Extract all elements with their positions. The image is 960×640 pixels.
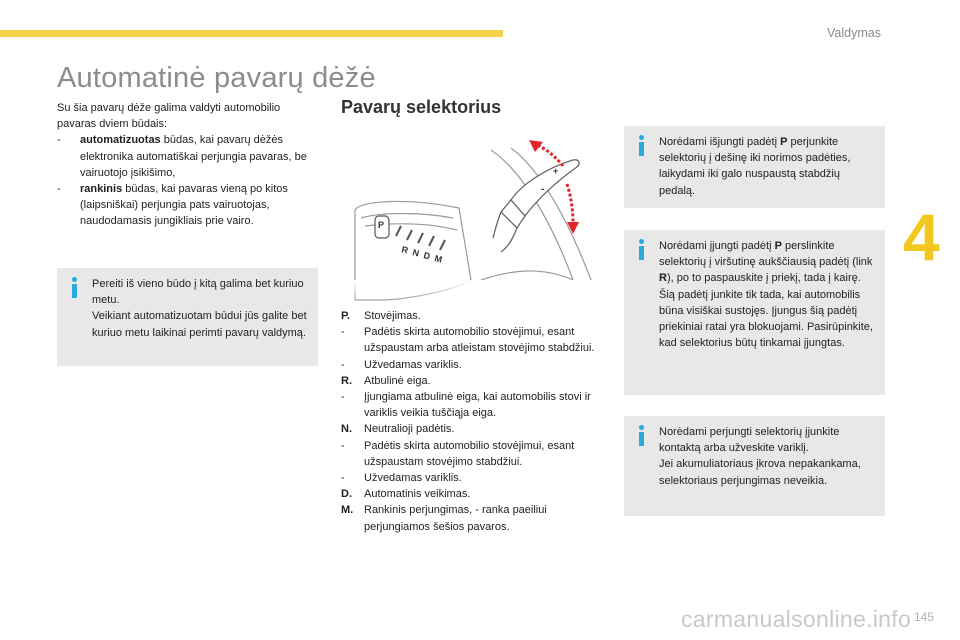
gate-letter: D (422, 250, 432, 262)
legend-row (341, 324, 611, 356)
page-title: Automatinė pavarų dėžė (57, 62, 376, 94)
legend-key: - (341, 326, 345, 339)
up-arrow-icon (529, 140, 563, 166)
legend-value: Padėtis skirta automobilio stovėjimui, esant užspaustam stovėjimo stabdžiui. (364, 439, 575, 468)
intro-item-desc: būdas, kai pavarų dėžės elektronika automatiškai perjungia pavaras, be vairuotojo įsikišimo, (80, 134, 307, 179)
info-icon (636, 425, 646, 447)
watermark: carmanualsonline.info (681, 606, 912, 632)
info-box-exit-park (624, 126, 885, 208)
intro-item (57, 132, 319, 181)
legend-value: Neutralioji padėtis. (364, 423, 455, 436)
legend-row (341, 357, 611, 373)
legend-row (341, 438, 611, 470)
intro-item-term: automatizuotas (80, 134, 161, 147)
legend-key: - (341, 472, 345, 485)
legend-key: M. (341, 504, 354, 517)
info-box-ignition (624, 416, 885, 516)
info-icon (636, 135, 646, 157)
legend-value: Atbulinė eiga. (364, 374, 431, 387)
info-icon (69, 277, 79, 299)
info-box-mode-switch (57, 268, 318, 366)
legend-key: R. (341, 374, 352, 387)
legend-value: Padėtis skirta automobilio stovėjimui, esant užspaustam arba atleistam stovėjimo stabdžiui. (364, 326, 595, 355)
legend-row (341, 308, 611, 324)
info-text: Veikiant automatizuotam būdui jūs galite bet kuriuo metu laikinai perimti pavarų valdymą. (92, 310, 307, 339)
legend-value: Rankinis perjungimas, - ranka paeiliui perjungiamos šešios pavaros. (364, 504, 547, 533)
legend-key: - (341, 391, 345, 404)
chapter-number: 4 (903, 200, 940, 274)
info-text: Pereiti iš vieno būdo į kitą galima bet kuriuo metu. (92, 278, 304, 307)
page-number: 145 (914, 610, 935, 624)
legend-value: Užvedamas variklis. (364, 358, 462, 371)
intro-item (57, 181, 319, 230)
info-icon (636, 239, 646, 261)
info-text: Norėdami išjungti padėtį P perjunkite selektorių į dešinę iki norimos padėties, laikydami iki galo nuspaustą stabdžių pedalą. (659, 136, 851, 197)
info-text: Jei akumuliatoriaus įkrova nepakankama, selektoriaus perjungimas neveikia. (659, 458, 861, 487)
intro-item-term: rankinis (80, 183, 123, 196)
intro-item-dash: - (57, 134, 61, 147)
section-title: Valdymas (827, 26, 881, 40)
intro-item-desc: būdas, kai pavaras vieną po kitos (laipsniškai) perjungia pats vairuotojas, naudodamasis jungikliais prie vairo. (80, 183, 288, 228)
section-subtitle: Pavarų selektorius (341, 97, 502, 117)
legend-row (341, 470, 611, 486)
top-accent-bar (0, 30, 503, 37)
legend-row (341, 421, 611, 437)
gate-letter: N (411, 247, 421, 259)
legend-key: D. (341, 488, 352, 501)
info-text: Norėdami įjungti padėtį P perslinkite selektorių į viršutinę aukščiausią padėtį (link R), po to paspauskite į priekį, tada į kairę. (659, 240, 873, 285)
legend-key: N. (341, 423, 352, 436)
selector-legend (341, 308, 611, 535)
legend-key: P. (341, 310, 350, 322)
down-arrow-icon (567, 184, 579, 234)
legend-key: - (341, 439, 345, 452)
paddle-plus-sign: + (553, 166, 559, 176)
legend-row (341, 389, 611, 421)
legend-value: Stovėjimas. (364, 310, 421, 322)
gear-selector-illustration (341, 130, 605, 302)
info-text: Norėdami perjungti selektorių įjunkite kontaktą arba užveskite variklį. (659, 426, 840, 455)
legend-row (341, 373, 611, 389)
gate-letter: M (433, 253, 444, 265)
legend-value: Automatinis veikimas. (364, 488, 471, 501)
park-button-label: P (378, 220, 385, 230)
legend-row (341, 486, 611, 502)
paddle-minus-sign: - (541, 184, 545, 195)
gate-letter: R (400, 244, 410, 256)
legend-value: Įjungiama atbulinė eiga, kai automobilis stovi ir variklis veikia tuščiąja eiga. (364, 391, 591, 420)
intro-item-dash: - (57, 183, 61, 196)
legend-key: - (341, 358, 345, 371)
info-box-engage-park (624, 230, 885, 395)
legend-value: Užvedamas variklis. (364, 472, 462, 485)
intro-lead: Su šia pavarų dėže galima valdyti automobilio pavaras dviem būdais: (57, 102, 281, 131)
info-text: Šią padėtį junkite tik tada, kai automobilis būna visiškai sustojęs. Įjungus šią padėtį priekiniai ratai yra blokuojami. Pasirūpinkite, kad selektorius būtų tinkamai įjungtas. (659, 288, 873, 350)
legend-row (341, 502, 611, 534)
intro-text (57, 100, 319, 230)
